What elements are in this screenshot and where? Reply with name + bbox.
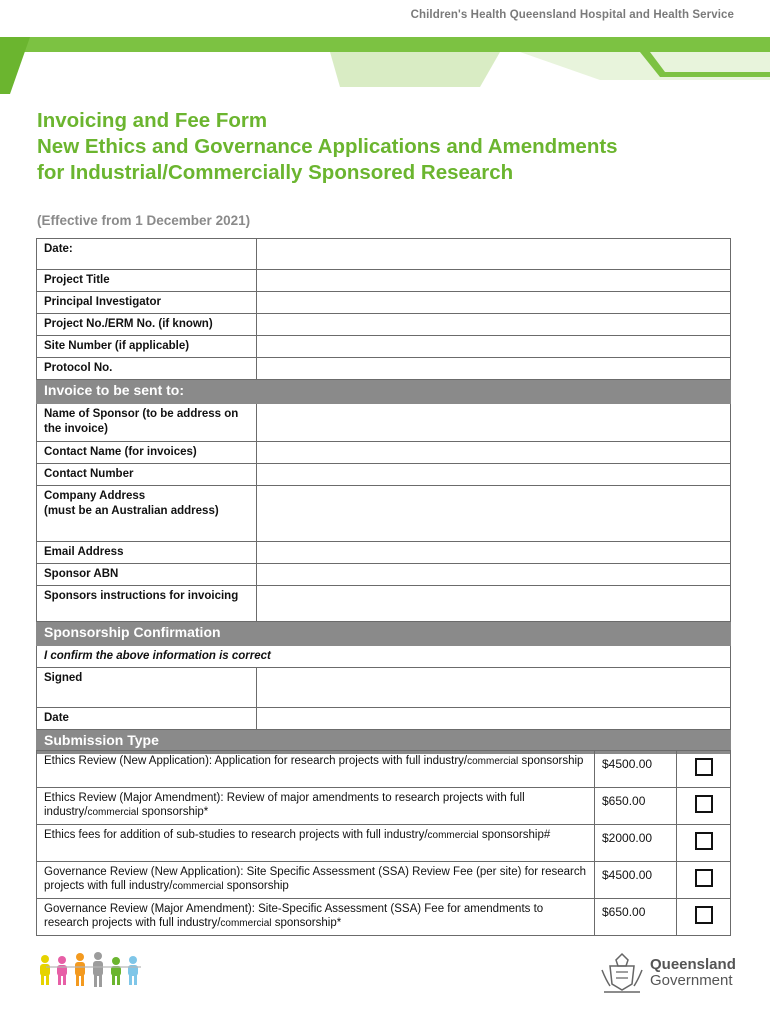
- contact-name-field[interactable]: [257, 442, 731, 464]
- date-field[interactable]: [257, 239, 731, 270]
- date-label: Date:: [37, 239, 257, 270]
- queensland-crest-icon: [598, 950, 646, 998]
- submission-checkbox-cell[interactable]: [677, 825, 731, 862]
- submission-description: Governance Review (New Application): Site Specific Assessment (SSA) Review Fee (per site) for research projects with full industry/commercial sponsorship: [37, 862, 595, 899]
- submission-description: Ethics Review (New Application): Application for research projects with full industry/commercial sponsorship: [37, 751, 595, 788]
- submission-description: Ethics Review (Major Amendment): Review of major amendments to research projects with full industry/commercial sponsorship*: [37, 788, 595, 825]
- submission-price: $4500.00: [595, 862, 677, 899]
- submission-description: Governance Review (Major Amendment): Site-Specific Assessment (SSA) Fee for amendments to research projects with full industry/commercial sponsorship*: [37, 899, 595, 936]
- project-number-field[interactable]: [257, 314, 731, 336]
- submission-section-header: Submission Type: [37, 730, 731, 754]
- submission-price: $650.00: [595, 899, 677, 936]
- signed-field[interactable]: [257, 668, 731, 708]
- project-number-label: Project No./ERM No. (if known): [37, 314, 257, 336]
- submission-types-table: [36, 750, 731, 936]
- sponsor-name-field[interactable]: [257, 404, 731, 442]
- organization-name: Children's Health Queensland Hospital and Health Service: [410, 9, 734, 21]
- sponsor-name-label: Name of Sponsor (to be address on the invoice): [37, 404, 257, 442]
- submission-price: $650.00: [595, 788, 677, 825]
- children-logo-icon: [36, 952, 152, 988]
- email-field[interactable]: [257, 542, 731, 564]
- submission-price: $4500.00: [595, 751, 677, 788]
- protocol-number-field[interactable]: [257, 358, 731, 380]
- site-number-label: Site Number (if applicable): [37, 336, 257, 358]
- checkbox[interactable]: [695, 869, 713, 887]
- company-address-title: Company Address: [44, 490, 146, 502]
- project-title-label: Project Title: [37, 270, 257, 292]
- checkbox[interactable]: [695, 758, 713, 776]
- confirmation-date-field[interactable]: [257, 708, 731, 730]
- instructions-label: Sponsors instructions for invoicing: [37, 586, 257, 622]
- details-form: [36, 238, 731, 754]
- confirmation-statement: I confirm the above information is correct: [37, 646, 731, 668]
- site-number-field[interactable]: [257, 336, 731, 358]
- contact-number-field[interactable]: [257, 464, 731, 486]
- government-line-2: Government: [650, 972, 733, 989]
- principal-investigator-label: Principal Investigator: [37, 292, 257, 314]
- sponsor-abn-label: Sponsor ABN: [37, 564, 257, 586]
- effective-date: (Effective from 1 December 2021): [37, 213, 251, 228]
- instructions-field[interactable]: [257, 586, 731, 622]
- project-title-field[interactable]: [257, 270, 731, 292]
- form-titles: [37, 108, 737, 186]
- submission-description: Ethics fees for addition of sub-studies to research projects with full industry/commercial sponsorship#: [37, 825, 595, 862]
- signed-label: Signed: [37, 668, 257, 708]
- government-line-1: Queensland: [650, 956, 736, 973]
- checkbox[interactable]: [695, 795, 713, 813]
- checkbox[interactable]: [695, 832, 713, 850]
- queensland-government-wordmark: [650, 957, 736, 989]
- company-address-note: (must be an Australian address): [44, 505, 219, 517]
- email-label: Email Address: [37, 542, 257, 564]
- submission-checkbox-cell[interactable]: [677, 899, 731, 936]
- principal-investigator-field[interactable]: [257, 292, 731, 314]
- confirmation-date-label: Date: [37, 708, 257, 730]
- invoice-section-header: Invoice to be sent to:: [37, 380, 731, 404]
- submission-row: [37, 788, 731, 825]
- header-banner: [0, 32, 770, 94]
- submission-row: [37, 825, 731, 862]
- sponsor-abn-field[interactable]: [257, 564, 731, 586]
- submission-row: [37, 899, 731, 936]
- title-line-3: for Industrial/Commercially Sponsored Research: [37, 161, 514, 184]
- submission-checkbox-cell[interactable]: [677, 751, 731, 788]
- checkbox[interactable]: [695, 906, 713, 924]
- submission-checkbox-cell[interactable]: [677, 862, 731, 899]
- company-address-label: [37, 486, 257, 542]
- submission-price: $2000.00: [595, 825, 677, 862]
- title-line-1: Invoicing and Fee Form: [37, 109, 268, 132]
- title-line-2: New Ethics and Governance Applications and Amendments: [37, 135, 618, 158]
- confirmation-section-header: Sponsorship Confirmation: [37, 622, 731, 646]
- contact-number-label: Contact Number: [37, 464, 257, 486]
- submission-row: [37, 751, 731, 788]
- submission-row: [37, 862, 731, 899]
- company-address-field[interactable]: [257, 486, 731, 542]
- submission-checkbox-cell[interactable]: [677, 788, 731, 825]
- protocol-number-label: Protocol No.: [37, 358, 257, 380]
- contact-name-label: Contact Name (for invoices): [37, 442, 257, 464]
